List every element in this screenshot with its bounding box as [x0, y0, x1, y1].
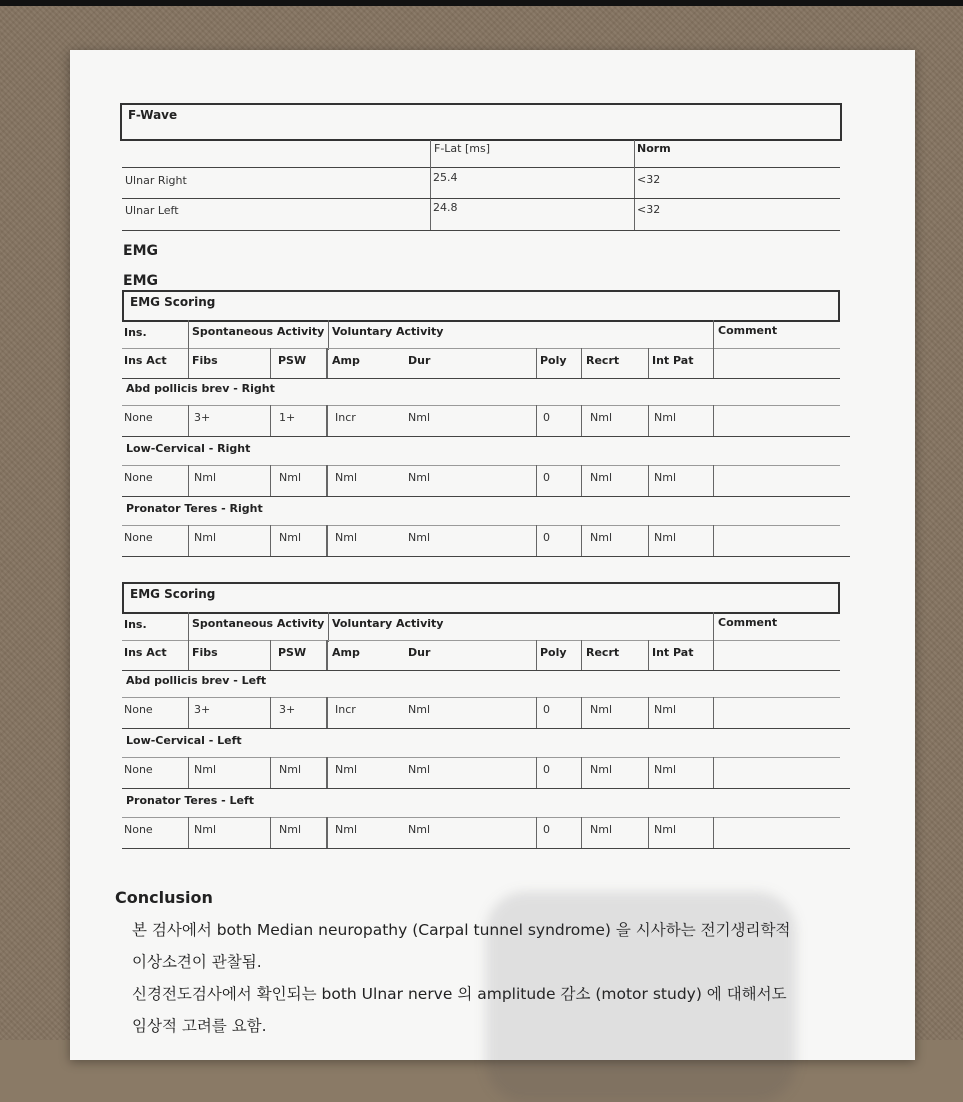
emg-muscle-name: Low-Cervical - Left [126, 734, 242, 747]
emg-divider [122, 465, 840, 466]
emg-divider [122, 525, 840, 526]
emg-vline [326, 757, 327, 788]
emg-divider [122, 378, 840, 379]
emg-value-cell: Nml [590, 763, 612, 776]
emg-muscle-name: Low-Cervical - Right [126, 442, 251, 455]
emg-vline [326, 405, 327, 436]
emg-vline [327, 757, 328, 788]
emg-vline [328, 612, 329, 642]
emg-value-cell: Nml [335, 763, 357, 776]
emg-divider [122, 697, 840, 698]
emg-divider [122, 670, 840, 671]
emg-divider [122, 496, 850, 497]
conclusion-title: Conclusion [115, 888, 213, 907]
emg-vline [270, 640, 271, 670]
emg-value-cell: None [124, 531, 153, 544]
emg-scoring-header [122, 582, 840, 614]
emg-vline [327, 348, 328, 378]
emg-col-spontaneous: Spontaneous Activity [192, 617, 325, 630]
emg-vline [581, 405, 582, 436]
emg-vline [326, 697, 327, 728]
emg-value-cell: Nml [335, 471, 357, 484]
emg-vline [326, 817, 327, 848]
emg-vline [327, 405, 328, 436]
emg-value-cell: 0 [543, 703, 550, 716]
emg-value-cell: Nml [654, 823, 676, 836]
emg-col-ins: Ins. [124, 618, 147, 631]
fwave-row-1-flat: 25.4 [433, 171, 458, 184]
fwave-row-2-norm: <32 [637, 203, 661, 216]
emg-vline [327, 525, 328, 556]
fwave-col-flat: F-Lat [ms] [434, 142, 491, 155]
emg-vline [536, 817, 537, 848]
emg-heading: EMG [123, 273, 158, 289]
emg-vline [581, 525, 582, 556]
emg-value-cell: Nml [590, 471, 612, 484]
emg-value-cell: Nml [279, 471, 301, 484]
emg-vline [188, 348, 189, 378]
emg-vline [188, 640, 189, 670]
emg-value-cell: Nml [194, 823, 216, 836]
emg-value-cell: Nml [654, 411, 676, 424]
emg-col-insact: Ins Act [124, 354, 167, 367]
emg-vline [713, 465, 714, 496]
emg-vline [648, 405, 649, 436]
emg-value-cell: Nml [654, 703, 676, 716]
emg-vline [713, 757, 714, 788]
emg-divider [122, 556, 850, 557]
emg-vline [713, 320, 714, 350]
report-paper [70, 50, 915, 1060]
emg-col-recrt: Recrt [586, 354, 620, 367]
conclusion-line-3: 신경전도검사에서 확인되는 both Ulnar nerve 의 amplitude 감소 (motor study) 에 대해서도 [132, 985, 787, 1003]
emg-vline [536, 525, 537, 556]
emg-value-cell: 0 [543, 823, 550, 836]
emg-vline [270, 697, 271, 728]
emg-value-cell: None [124, 703, 153, 716]
emg-divider [122, 788, 850, 789]
emg-value-cell: 0 [543, 411, 550, 424]
emg-value-cell: None [124, 763, 153, 776]
emg-value-cell: Nml [654, 471, 676, 484]
emg-vline [648, 817, 649, 848]
fwave-row-1-nerve: Ulnar Right [125, 174, 187, 187]
emg-vline [327, 697, 328, 728]
emg-col-psw: PSW [278, 354, 307, 367]
emg-muscle-name: Abd pollicis brev - Left [126, 674, 267, 687]
emg-col-intpat: Int Pat [652, 646, 694, 659]
emg-vline [648, 697, 649, 728]
emg-value-cell: Nml [408, 823, 430, 836]
emg-vline [536, 348, 537, 378]
emg-vline [188, 697, 189, 728]
emg-heading: EMG [123, 243, 158, 259]
emg-col-poly: Poly [540, 354, 567, 367]
emg-vline [713, 525, 714, 556]
emg-value-cell: Nml [590, 823, 612, 836]
emg-value-cell: 3+ [194, 703, 211, 716]
fwave-title: F-Wave [128, 108, 178, 122]
emg-value-cell: Nml [408, 471, 430, 484]
emg-vline [270, 817, 271, 848]
emg-col-amp: Amp [332, 646, 360, 659]
emg-vline [327, 817, 328, 848]
emg-col-fibs: Fibs [192, 646, 218, 659]
emg-vline [536, 757, 537, 788]
emg-value-cell: 0 [543, 531, 550, 544]
emg-scoring-title: EMG Scoring [130, 587, 216, 601]
fwave-divider [122, 198, 840, 199]
emg-vline [270, 757, 271, 788]
emg-divider [122, 436, 850, 437]
emg-vline [270, 405, 271, 436]
emg-divider [122, 640, 840, 641]
emg-vline [188, 757, 189, 788]
emg-value-cell: Nml [408, 703, 430, 716]
emg-value-cell: Incr [335, 703, 356, 716]
emg-vline [581, 697, 582, 728]
emg-value-cell: Nml [590, 411, 612, 424]
emg-col-voluntary: Voluntary Activity [332, 617, 444, 630]
emg-vline [581, 640, 582, 670]
emg-value-cell: Nml [590, 531, 612, 544]
emg-vline [188, 612, 189, 642]
emg-vline [270, 525, 271, 556]
emg-vline [270, 465, 271, 496]
emg-vline [327, 465, 328, 496]
emg-vline [713, 405, 714, 436]
emg-col-comment: Comment [718, 324, 778, 337]
emg-value-cell: Nml [335, 531, 357, 544]
emg-vline [581, 465, 582, 496]
emg-value-cell: 0 [543, 763, 550, 776]
emg-vline [713, 640, 714, 670]
emg-value-cell: 3+ [194, 411, 211, 424]
emg-scoring-title: EMG Scoring [130, 295, 216, 309]
fwave-col-norm: Norm [637, 142, 671, 155]
emg-vline [713, 348, 714, 378]
emg-col-dur: Dur [408, 646, 431, 659]
fwave-divider [122, 230, 840, 231]
emg-vline [648, 465, 649, 496]
emg-muscle-name: Abd pollicis brev - Right [126, 382, 275, 395]
emg-col-fibs: Fibs [192, 354, 218, 367]
emg-value-cell: Nml [590, 703, 612, 716]
emg-vline [648, 640, 649, 670]
emg-vline [188, 817, 189, 848]
emg-vline [328, 320, 329, 350]
emg-vline [327, 640, 328, 670]
emg-vline [188, 405, 189, 436]
emg-divider [122, 848, 850, 849]
emg-vline [188, 465, 189, 496]
emg-vline [648, 525, 649, 556]
fwave-section-header [120, 103, 842, 141]
emg-value-cell: Nml [335, 823, 357, 836]
emg-col-ins: Ins. [124, 326, 147, 339]
emg-vline [713, 697, 714, 728]
emg-vline [581, 757, 582, 788]
fwave-vline-2 [634, 140, 635, 230]
emg-value-cell: Nml [194, 471, 216, 484]
emg-vline [648, 757, 649, 788]
emg-divider [122, 405, 840, 406]
emg-col-poly: Poly [540, 646, 567, 659]
emg-value-cell: None [124, 471, 153, 484]
emg-value-cell: Incr [335, 411, 356, 424]
phone-shadow [486, 892, 796, 1102]
emg-vline [581, 817, 582, 848]
emg-vline [536, 697, 537, 728]
fwave-divider [122, 167, 840, 168]
emg-value-cell: Nml [279, 823, 301, 836]
emg-value-cell: Nml [408, 411, 430, 424]
emg-vline [536, 640, 537, 670]
emg-divider [122, 757, 840, 758]
emg-value-cell: 1+ [279, 411, 296, 424]
fwave-vline-1 [430, 140, 431, 230]
emg-muscle-name: Pronator Teres - Left [126, 794, 255, 807]
emg-divider [122, 817, 840, 818]
emg-col-recrt: Recrt [586, 646, 620, 659]
emg-divider [122, 728, 850, 729]
emg-vline [326, 640, 327, 670]
emg-value-cell: Nml [408, 531, 430, 544]
emg-vline [270, 348, 271, 378]
emg-col-comment: Comment [718, 616, 778, 629]
conclusion-line-1: 본 검사에서 both Median neuropathy (Carpal tunnel syndrome) 을 시사하는 전기생리학적 [132, 921, 791, 939]
emg-value-cell: None [124, 411, 153, 424]
emg-col-insact: Ins Act [124, 646, 167, 659]
conclusion-line-4: 임상적 고려를 요함. [132, 1017, 267, 1035]
emg-value-cell: Nml [654, 763, 676, 776]
emg-vline [713, 612, 714, 642]
conclusion-line-2: 이상소견이 관찰됨. [132, 953, 262, 971]
emg-col-voluntary: Voluntary Activity [332, 325, 444, 338]
fwave-row-1-norm: <32 [637, 173, 661, 186]
emg-vline [326, 348, 327, 378]
emg-col-psw: PSW [278, 646, 307, 659]
emg-value-cell: 0 [543, 471, 550, 484]
emg-divider [122, 348, 840, 349]
emg-value-cell: Nml [194, 763, 216, 776]
emg-value-cell: Nml [279, 763, 301, 776]
emg-value-cell: 3+ [279, 703, 296, 716]
fwave-row-2-nerve: Ulnar Left [125, 204, 179, 217]
emg-vline [188, 525, 189, 556]
emg-vline [581, 348, 582, 378]
emg-col-intpat: Int Pat [652, 354, 694, 367]
emg-vline [536, 405, 537, 436]
emg-value-cell: Nml [279, 531, 301, 544]
emg-value-cell: None [124, 823, 153, 836]
emg-col-amp: Amp [332, 354, 360, 367]
emg-vline [536, 465, 537, 496]
emg-col-dur: Dur [408, 354, 431, 367]
emg-value-cell: Nml [194, 531, 216, 544]
emg-muscle-name: Pronator Teres - Right [126, 502, 263, 515]
emg-scoring-header [122, 290, 840, 322]
emg-vline [188, 320, 189, 350]
emg-vline [713, 817, 714, 848]
fwave-row-2-flat: 24.8 [433, 201, 458, 214]
emg-value-cell: Nml [408, 763, 430, 776]
screen-top-edge [0, 0, 963, 6]
emg-col-spontaneous: Spontaneous Activity [192, 325, 325, 338]
emg-value-cell: Nml [654, 531, 676, 544]
emg-vline [648, 348, 649, 378]
emg-vline [326, 525, 327, 556]
emg-vline [326, 465, 327, 496]
